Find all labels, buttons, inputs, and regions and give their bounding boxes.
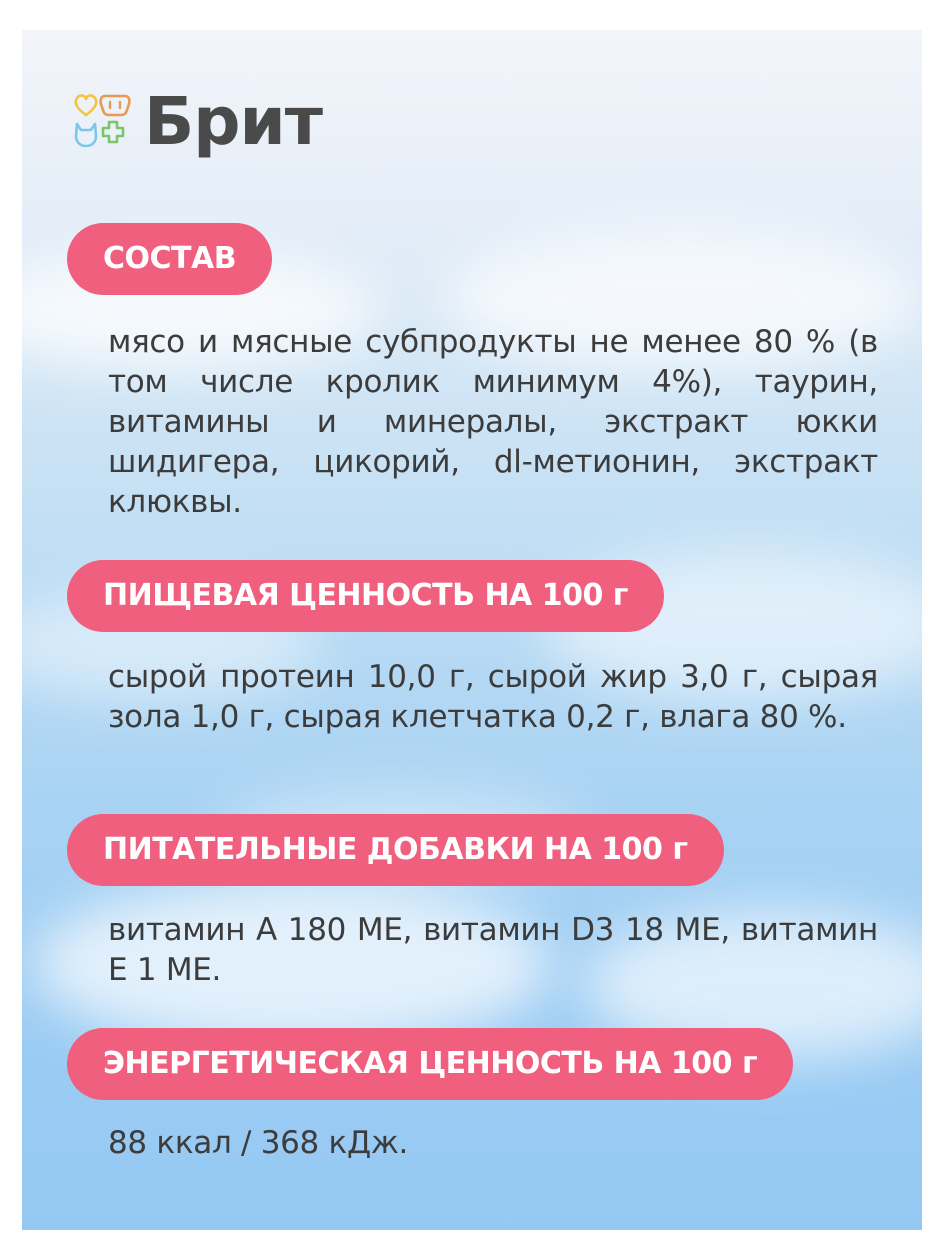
section-title-composition: СОСТАВ <box>67 223 272 295</box>
pet-icons-logo <box>72 88 134 150</box>
section-title-nutritional-value: ПИЩЕВАЯ ЦЕННОСТЬ НА 100 г <box>67 560 664 632</box>
section-title-supplements: ПИТАТЕЛЬНЫЕ ДОБАВКИ НА 100 г <box>67 814 724 886</box>
brand-name: Брит <box>144 83 323 160</box>
section-text-supplements: витамин А 180 МЕ, витамин D3 18 МЕ, витамин Е 1 МЕ. <box>108 912 878 988</box>
section-title-energy-value: ЭНЕРГЕТИЧЕСКАЯ ЦЕННОСТЬ НА 100 г <box>67 1028 793 1100</box>
section-text-composition: мясо и мясные субпродукты не менее 80 % (в том числе кролик минимум 4%), таурин, витамины и минералы, экстракт юкки шидигера, цикорий, dl-метионин, экстракт клюквы. <box>108 324 878 520</box>
brand-logo <box>72 83 342 160</box>
section-text-energy-value: 88 ккал / 368 кДж. <box>108 1125 409 1161</box>
product-info-card <box>22 30 922 1230</box>
section-text-nutritional-value: сырой протеин 10,0 г, сырой жир 3,0 г, сырая зола 1,0 г, сырая клетчатка 0,2 г, влага 80 %. <box>108 659 878 735</box>
